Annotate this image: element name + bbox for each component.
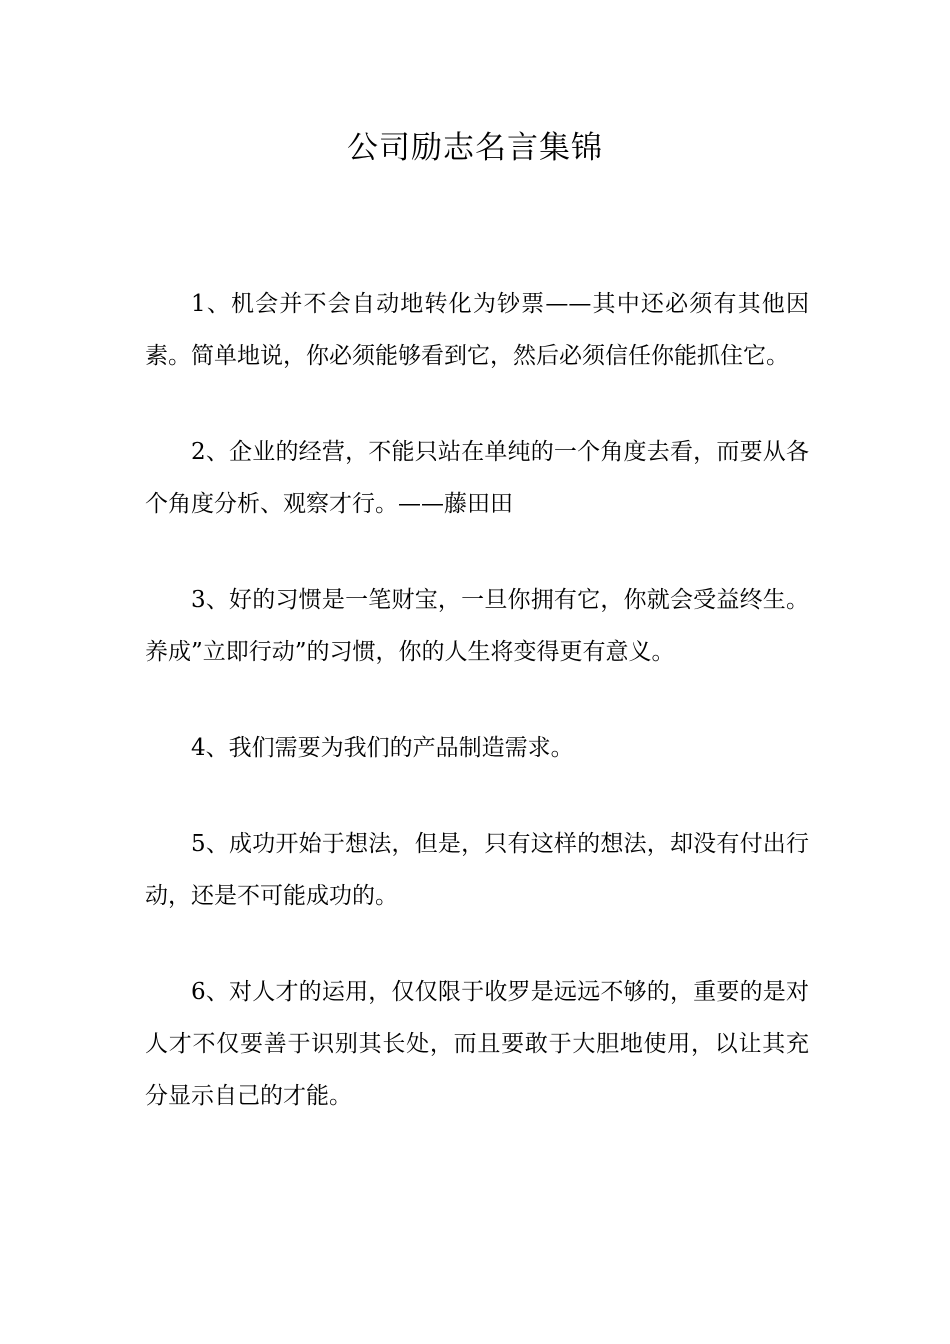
quote-paragraph-6: 6、对人才的运用，仅仅限于收罗是远远不够的，重要的是对人才不仅要善于识别其长处，而且要敢于大胆地使用，以让其充分显示自己的才能。 [145, 979, 809, 1109]
document-body [145, 278, 809, 1166]
quote-paragraph-4: 4、我们需要为我们的产品制造需求。 [191, 735, 574, 761]
document-title: 公司励志名言集锦 [347, 130, 603, 166]
quote-paragraph-5: 5、成功开始于想法，但是，只有这样的想法，却没有付出行动，还是不可能成功的。 [145, 831, 809, 909]
quote-paragraph-1: 1、机会并不会自动地转化为钞票——其中还必须有其他因素。简单地说，你必须能够看到它，然后必须信任你能抓住它。 [145, 291, 809, 369]
quote-paragraph-3: 3、好的习惯是一笔财宝，一旦你拥有它，你就会受益终生。养成”立即行动”的习惯，你的人生将变得更有意义。 [145, 587, 809, 665]
quote-paragraph-2: 2、企业的经营，不能只站在单纯的一个角度去看，而要从各个角度分析、观察才行。——藤田田 [145, 439, 809, 517]
